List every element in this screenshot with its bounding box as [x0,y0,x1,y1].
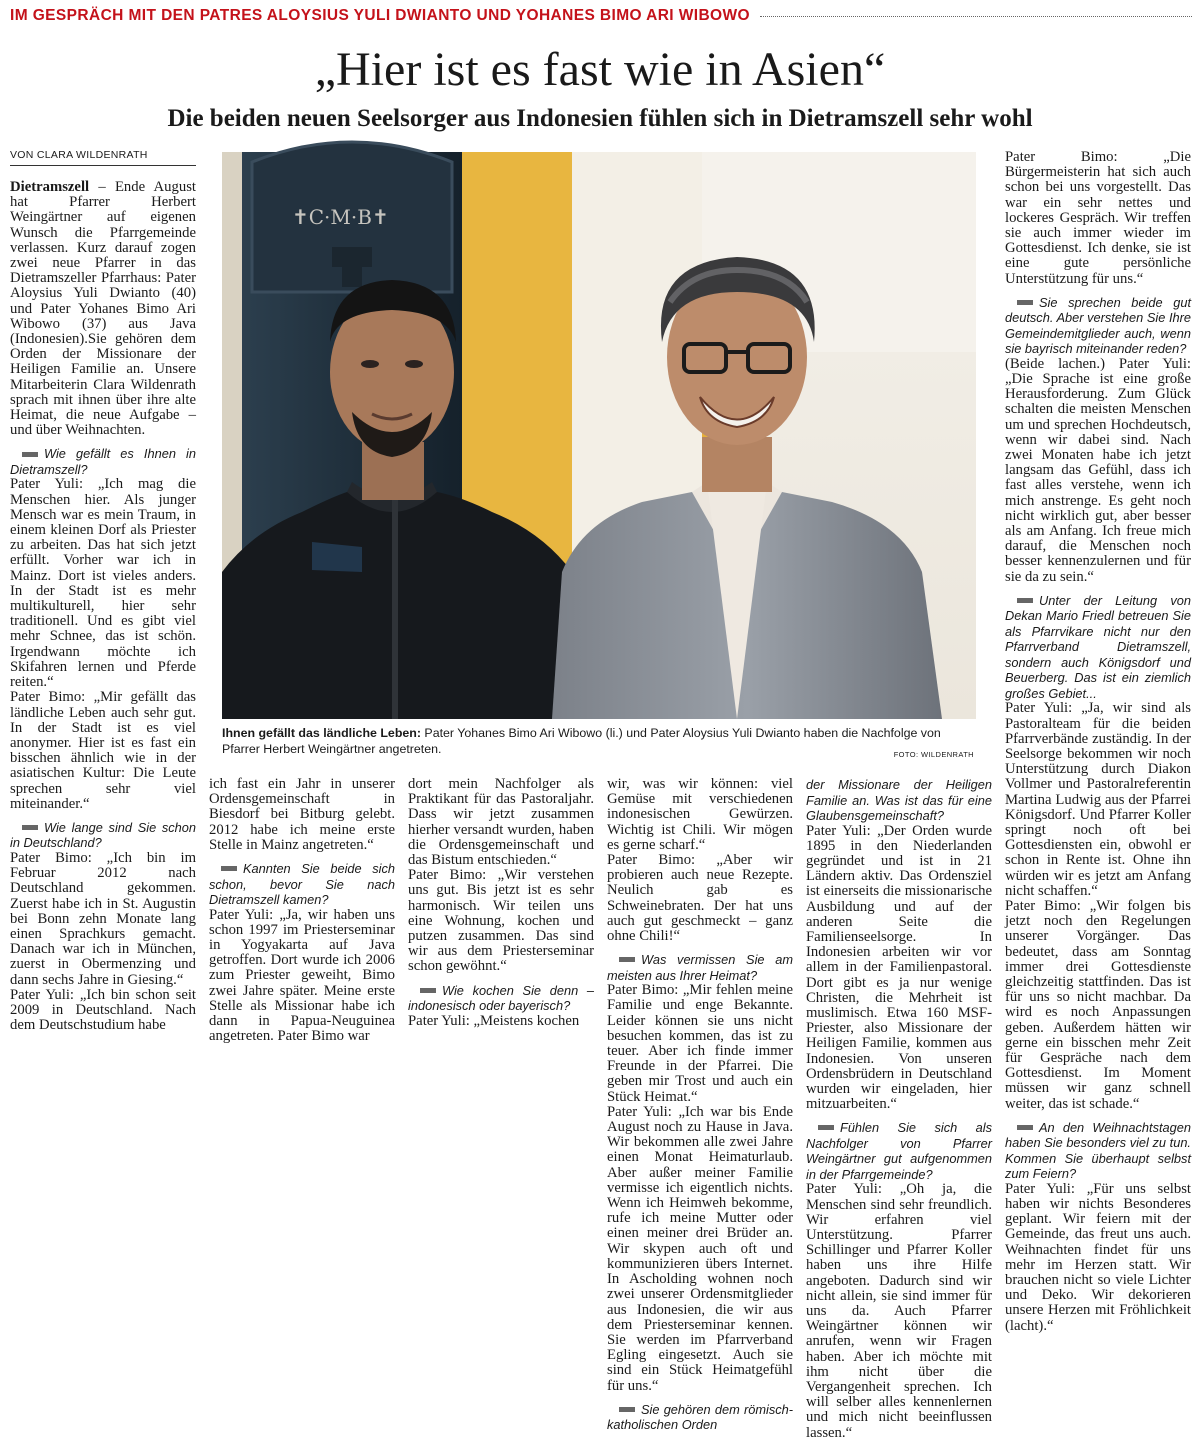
question-text: der Missionare der Heiligen Familie an. Was ist das für eine Glaubensgemeinschaft? [806,777,992,823]
article-column-5 [806,777,992,1441]
question-marker-icon [22,825,38,830]
question-text: Sie gehören dem römisch-katholischen Orden [607,1401,793,1433]
question-marker-icon [619,1407,635,1412]
article-paragraph [10,477,196,690]
article-column-4 [607,777,793,1432]
paragraph-text: Pater Yuli: „Der Orden wurde 1895 in den Niederlanden gegründet und ist in 21 Ländern aktiv. Das Ordensziel ist einerseits die missionarische Ausbildung und auf der anderen Seite die Familienseelsorge. In Indonesien arbeiten wir vor allem in der Familienpastoral. Dort gibt es ja nur wenige Christen, die Mehrheit ist muslimisch. Etwa 160 MSF-Priester, also Missionare der Heiligen Familie, kommen aus Indonesien. Von unseren Ordensbrüdern in Deutschland wurden wir eingeladen, hier mitzuarbeiten.“ [806,822,992,1113]
photo-caption [222,726,976,757]
question-text: Wie kochen Sie denn – indonesisch oder bayerisch? [408,982,594,1014]
caption-text: Pater Yohanes Bimo Ari Wibowo (li.) und Pater Aloysius Yuli Dwianto haben die Nachfolge von Pfarrer Herbert Weingärtner angetreten. [222,726,941,756]
article-paragraph [607,853,793,944]
paragraph-text: Pater Bimo: „Aber wir probieren auch neue Rezepte. Neulich gab es Schweinebraten. Der hat uns auch gut geschmeckt – ganz ohne Chili!“ [607,852,793,945]
paragraph-text: Pater Yuli: „Ja, wir haben uns schon 1997 im Priesterseminar in Yogyakarta auf Java getroffen. Dort wurde ich 2006 zum Priester geweiht, Bimo zwei Jahre später. Meine erste Stelle als Missionar habe ich dann in Papua-Neuguinea angetreten. Pater Bimo war [209,906,395,1045]
article-paragraph [1005,1182,1191,1334]
article-paragraph [806,824,992,1113]
article-paragraph [408,777,594,868]
paragraph-text: Pater Bimo: „Mir fehlen meine Familie und enge Bekannte. Leider können sie uns nicht besuchen kommen, das ist zu teuer. Aber ich finde immer Freunde in der Pfarrei. Die geben mir Trost und auch ein Stück Heimat.“ [607,982,793,1105]
interview-question [408,983,594,1014]
paragraph-text: Pater Yuli: „Ich mag die Menschen hier. Als junger Mensch war es mein Traum, in einem kleinen Dorf als Priester zu arbeiten. Das hat sich jetzt erfüllt. Vorher war ich in Mainz. Dort ist vieles anders. In der Stadt ist es mehr multikulturell, hier sehr traditionell. Und es gibt viel mehr Schnee, das ist schön. Irgendwann möchte ich Skifahren lernen und Pferde reiten.“ [10,476,196,691]
question-text: Wie lange sind Sie schon in Deutschland? [10,819,196,851]
article-paragraph [607,1105,793,1394]
paragraph-text: ich fast ein Jahr in unserer Ordensgemeinschaft in Biesdorf bei Bitburg gelebt. 2012 habe ich meine erste Stelle in Mainz angetreten.“ [209,776,395,853]
paragraph-text: (Beide lachen.) Pater Yuli: „Die Sprache ist eine große Herausforderung. Zum Glück schalten die meisten Menschen um und sprechen Hochdeutsch, wenn wir dabei sind. Nach zwei Monaten habe ich jetzt langsam das Gefühl, dass ich fast alles verstehe, wenn ich mich anstrenge. Es geht noch nicht wirklich gut, aber besser als am Anfang. Ich freue mich darauf, die Menschen noch besser kennenzulernen und für sie da zu sein.“ [1005,355,1191,585]
paragraph-text: Pater Yuli: „Oh ja, die Menschen sind sehr freundlich. Wir erfahren viel Unterstützung. Pfarrer Schillinger und Pfarrer Koller haben uns ihre Hilfe angeboten. Dadurch sind wir nicht allein, sie sind immer für uns da. Auch Pfarrer Weingärtner können wir anrufen, wenn wir Fragen haben. Aber ich möchte mit ihm nicht über die Vergangenheit sprechen. Ich will selber alles kennenlernen und mich nicht beeinflussen lassen.“ [806,1181,992,1441]
article-paragraph [607,777,793,853]
question-marker-icon [818,1125,834,1130]
article-paragraph [1005,701,1191,899]
question-text: Fühlen Sie sich als Nachfolger von Pfarrer Weingärtner gut aufgenommen in der Pfarrgemeinde? [806,1120,992,1182]
question-text: Was vermissen Sie am meisten aus Ihrer Heimat? [607,952,793,983]
article-paragraph [1005,150,1191,287]
question-text: An den Weihnachtstagen haben Sie besonders viel zu tun. Kommen Sie überhaupt selbst zum Feiern? [1005,1119,1191,1182]
headline: „Hier ist es fast wie in Asien“ [314,43,886,96]
article-column-3 [408,777,594,1427]
svg-text:✝C·M·B✝: ✝C·M·B✝ [292,205,389,229]
paragraph-text: Pater Bimo: „Wir verstehen uns gut. Bis jetzt ist es sehr harmonisch. Wir teilen uns eine Wohnung, kochen und putzen zusammen. Das sind wir aus dem Priesterseminar schon gewöhnt.“ [408,867,594,975]
article-column-1 [10,180,196,1425]
dateline: Dietramszell [10,179,90,195]
paragraph-text: – Ende August hat Pfarrer Herbert Weingärtner auf eigenen Wunsch die Pfarrgemeinde verlassen. Kurz darauf zogen zwei neue Pfarrer in das Dietramszeller Pfarrhaus: Pater Aloysius Yuli Dwianto (40) und Pater Yohanes Bimo Ari Wibowo (37) aus Java (Indonesien).Sie gehören dem Orden der Missionare der Heiligen Familie an. Unsere Mitarbeiterin Clara Wildenrath sprach mit ihnen über ihre alte Heimat, die neue Aufgabe – und über Weihnachten. [10,179,196,439]
article-paragraph [209,908,395,1045]
kicker-dotted-rule [760,16,1192,17]
article-paragraph [10,180,196,438]
question-marker-icon [619,957,635,962]
article-paragraph [408,868,594,974]
question-text: Kannten Sie beide sich schon, bevor Sie nach Dietramszell kamen? [209,861,395,908]
question-marker-icon [221,866,237,871]
article-paragraph [408,1014,594,1029]
interview-question [806,1120,992,1182]
article-paragraph [806,1182,992,1440]
paragraph-text: Pater Bimo: „Wir folgen bis jetzt noch den Regelungen unserer Vorgänger. Das bedeutet, dass am Sonntag immer drei Gottesdienste gleichzeitig stattfinden. Das ist für uns so nicht machbar. Da wird es noch Anpassungen geben. Außerdem hätten wir gerne ein bisschen mehr Zeit für Gespräche nach dem Gottesdienst. Im Moment müssen wir ganz schnell weiter, das ist schade.“ [1005,898,1191,1112]
question-marker-icon [22,452,38,457]
paragraph-text: Pater Yuli: „Meistens kochen [408,1012,580,1029]
paragraph-text: Pater Yuli: „Ich bin schon seit 2009 in Deutschland. Nach dem Deutschstudium habe [10,986,196,1034]
subheadline: Die beiden neuen Seelsorger aus Indonesien fühlen sich in Dietramszell sehr wohl [167,105,1033,132]
article-paragraph [1005,899,1191,1112]
article-column-6 [1005,150,1191,1432]
question-text: Unter der Leitung von Dekan Mario Friedl betreuen Sie als Pfarrvikare nicht nur den Pfarrverband Dietramszell, sondern auch Königsdorf und Beuerberg. Das ist ein ziemlich großes Gebiet... [1005,592,1191,701]
article-paragraph [209,777,395,853]
article-paragraph [10,988,196,1034]
interview-question [806,777,992,824]
article-paragraph [1005,357,1191,585]
interview-question [10,446,196,477]
article-paragraph [607,983,793,1105]
paragraph-text: dort mein Nachfolger als Praktikant für das Pastoraljahr. Dass wir jetzt zusammen hierher versandt wurden, haben die Ordensgemeinschaft und das Bistum entschieden.“ [408,776,594,869]
kicker-bar [10,4,1192,28]
interview-question [607,1402,793,1433]
question-marker-icon [420,988,436,993]
article-paragraph [10,851,196,988]
caption-lead: Ihnen gefällt das ländliche Leben: [222,726,421,740]
interview-question [607,952,793,983]
article-column-2 [209,777,395,1427]
interview-question [1005,1120,1191,1182]
photo-two-priests [222,152,976,719]
photo-credit: FOTO: WILDENRATH [893,750,974,759]
paragraph-text: Pater Yuli: „Für uns selbst haben wir nichts Besonderes geplant. Wir feiern mit der Gemeinde, das freut uns auch. Weihnachten findet für uns mehr im Herzen statt. Wir brauchen nicht so viele Lichter und Deko. Wir dekorieren unsere Herzen mit Fröhlichkeit (lacht).“ [1005,1180,1191,1334]
kicker: IM GESPRÄCH MIT DEN PATRES ALOYSIUS YULI DWIANTO UND YOHANES BIMO ARI WIBOWO [10,7,750,24]
paragraph-text: Pater Bimo: „Ich bin im Februar 2012 nach Deutschland gekommen. Zuerst habe ich in St. Augustin bei Bonn zehn Monate lang einen Sprachkurs gemacht. Danach war ich in München, zuerst in Obermenzing und dann sechs Jahre in Giesing.“ [10,849,196,988]
question-marker-icon [1017,300,1033,305]
interview-question [209,861,395,908]
question-marker-icon [1017,598,1033,603]
paragraph-text: Pater Yuli: „Ja, wir sind als Pastoralteam für die beiden Pfarrverbände zuständig. In der Seelsorge bekommen wir noch Unterstützung durch Diakon Vollmer und Pastoralreferentin Martina Ludwig aus der Pfarrei Königsdorf. Und Pfarrer Koller springt noch oft bei Gottesdiensten ein, obwohl er schon in Rente ist. Ohne ihn würden wir es jetzt am Anfang nicht schaffen.“ [1005,700,1191,899]
interview-question [10,820,196,851]
question-text: Sie sprechen beide gut deutsch. Aber verstehen Sie Ihre Gemeindemitglieder auch, wenn sie bayrisch miteinander reden? [1005,294,1191,357]
article-paragraph [10,690,196,812]
interview-question [1005,295,1191,357]
paragraph-text: wir, was wir können: viel Gemüse mit verschiedenen indonesischen Gewürzen. Wichtig ist Chili. Wir mögen es gerne scharf.“ [607,776,793,853]
paragraph-text: Pater Yuli: „Ich war bis Ende August noch zu Hause in Java. Wir bekommen alle zwei Jahre einen Monat Heimaturlaub. Aber außer meiner Familie vermisse ich eigentlich nichts. Wenn ich Heimweh bekomme, rufe ich meine Mutter oder einen meiner drei Brüder an. Wir skypen auch oft und kommunizieren übers Internet. In Ascholding wohnen noch zwei unserer Ordensmitglieder aus Indonesien, die wir aus dem Priesterseminar kennen. Sie werden im Pfarrverband Egling eingesetzt. Auch sie sind ein Stück Heimatgefühl für uns.“ [607,1103,793,1394]
question-marker-icon [1017,1125,1033,1130]
question-text: Wie gefällt es Ihnen in Dietramszell? [10,446,196,477]
paragraph-text: Pater Bimo: „Die Bürgermeisterin hat sich auch schon bei uns vorgestellt. Das war ein sehr nettes und lockeres Gespräch. Wir treffen sie auch immer wieder im Gottesdienst. Ich denke, sie ist eine gute persönliche Unterstützung für uns.“ [1005,149,1191,287]
interview-question [1005,593,1191,702]
paragraph-text: Pater Bimo: „Mir gefällt das ländliche Leben auch sehr gut. In der Stadt ist es viel anonymer. Hier ist es fast ein bisschen ähnlich wie in der asiatischen Kultur: Die Leute sprechen sehr viel miteinander.“ [10,689,196,812]
byline: VON CLARA WILDENRATH [10,149,196,166]
